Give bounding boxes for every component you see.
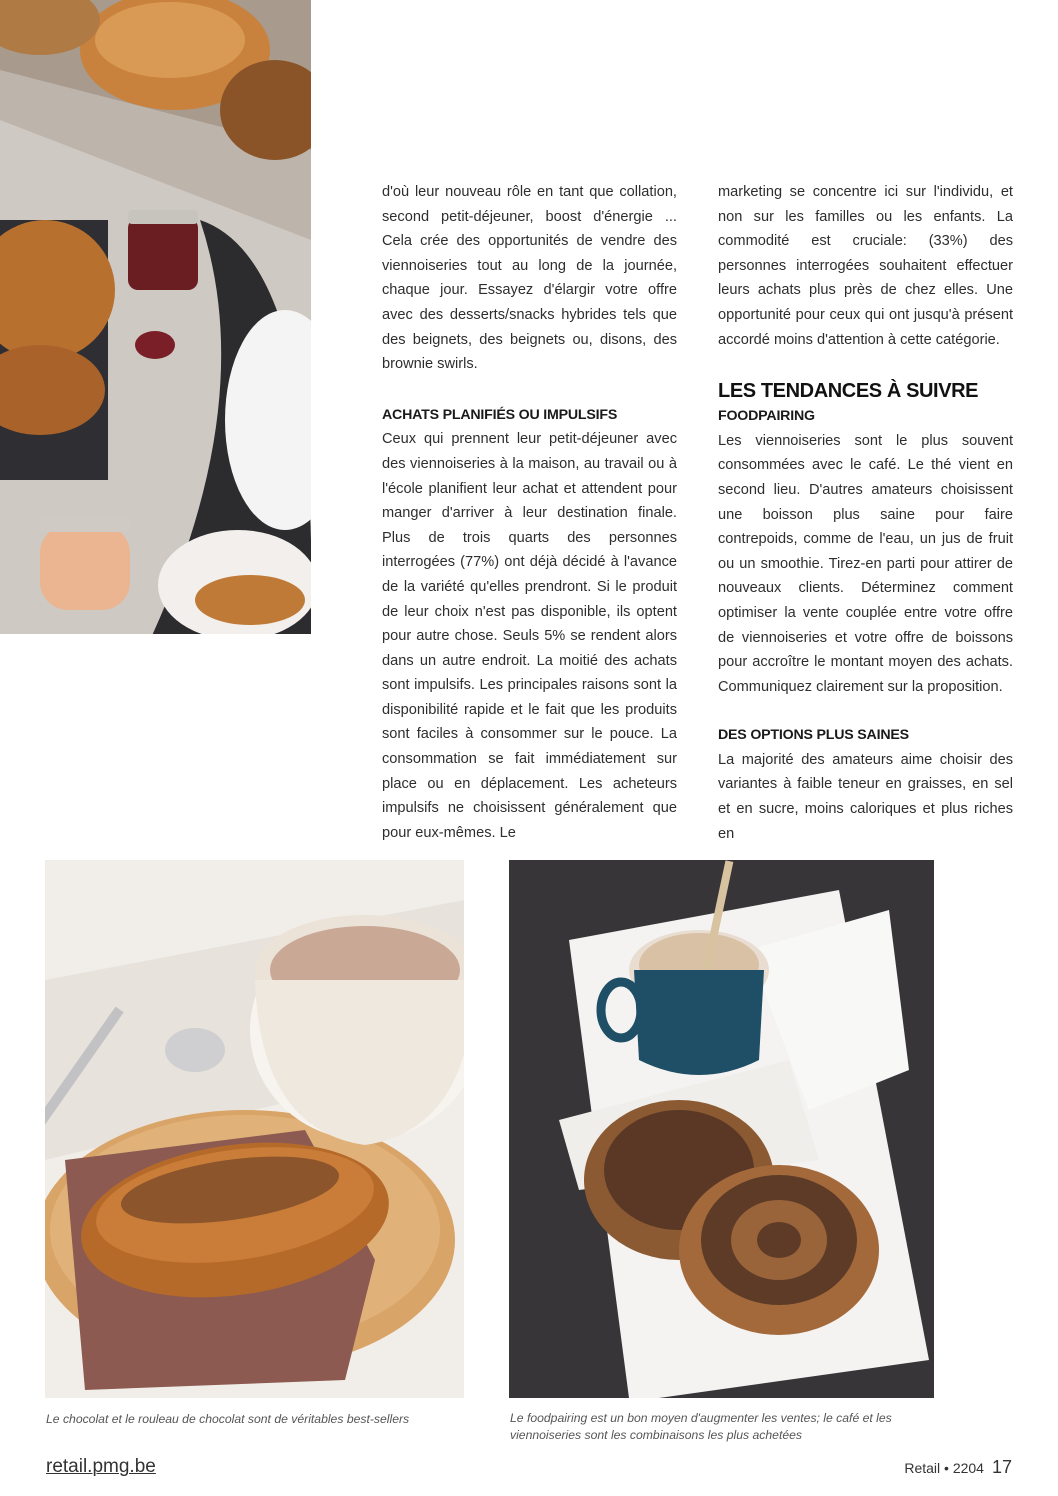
heading-planned-impulse-purchases: ACHATS PLANIFIÉS OU IMPULSIFS [382,406,618,423]
website-link[interactable]: retail.pmg.be [46,1456,156,1477]
coffee-and-swirls-photo [509,860,934,1398]
caption-foodpairing: Le foodpairing est un bon moyen d'augmenter les ventes; le café et les viennoiseries sont les combinaisons les plus achetées [510,1411,892,1442]
column-left-body: Ceux qui prennent leur petit-déjeuner avec des viennoiseries à la maison, au travail ou à l'école planifient leur achat et attendent pour manger d'arriver à leur destination finale. Plus de trois quarts des personnes interrogées (77%) ont déjà décidé à l'avance de la variété qu'elles prendront. Si le produit de leur choix n'est pas disponible, ils optent pour autre chose. Seuls 5% se rendent alors dans un autre endroit. La moitié des achats sont impulsifs. Les principales raisons sont la disponibilité rapide et le fait que les produits sont faciles à consommer sur le pouce. La consommation se fait immédiatement sur place ou en déplacement. Les acheteurs impulsifs ne choisissent généralement que pour eux-mêmes. Le [382,431,677,841]
foodpairing-body: Les viennoiseries sont le plus souvent consommées avec le café. Le thé vient en second lieu. D'autres amateurs choisissent une boisson plus saine pour faire contrepoids, comme de l'eau, un jus de fruit ou un smoothie. Tirez-en parti pour attirer de nouveaux clients. Déterminez comment optimiser la vente couplée entre votre offre de viennoiseries et votre offre de boissons pour accroître le montant moyen des achats. Communiquez clairement sur la proposition. [718,432,1013,695]
heading-trends: LES TENDANCES À SUIVRE [718,380,979,403]
column-left-intro: d'où leur nouveau rôle en tant que collation, second petit-déjeuner, boost d'énergie ... Cela crée des opportunités de vendre des viennoiseries tout au long de la journée, chaque jour. Essayez d'élargir votre offre avec des desserts/snacks hybrides tels que des beignets, des beignets ou, disons, des brownie swirls. [382,184,677,373]
article-column-right [718,180,1013,846]
heading-foodpairing: FOODPAIRING [718,408,815,425]
hot-chocolate-photo [45,860,464,1398]
breakfast-table-photo [0,0,311,634]
issue-label: Retail • 2204 [904,1460,984,1476]
heading-healthy-options: DES OPTIONS PLUS SAINES [718,727,909,744]
page-number: 17 [991,1457,1012,1477]
page-footer [904,1457,1012,1478]
article-column-left [382,180,677,845]
healthy-options-body: La majorité des amateurs aime choisir des variantes à faible teneur en graisses, en sel et en sucre, moins caloriques et plus riches en [718,751,1013,842]
caption-hot-chocolate: Le chocolat et le rouleau de chocolat sont de véritables best-sellers [46,1412,410,1426]
column-right-intro: marketing se concentre ici sur l'individu, et non sur les familles ou les enfants. La commodité est cruciale: (33%) des personnes interrogées souhaitent effectuer leurs achats plus près de chez elles. Une opportunité pour ceux qui ont jusqu'à présent accordé moins d'attention à cette catégorie. [718,184,1013,348]
